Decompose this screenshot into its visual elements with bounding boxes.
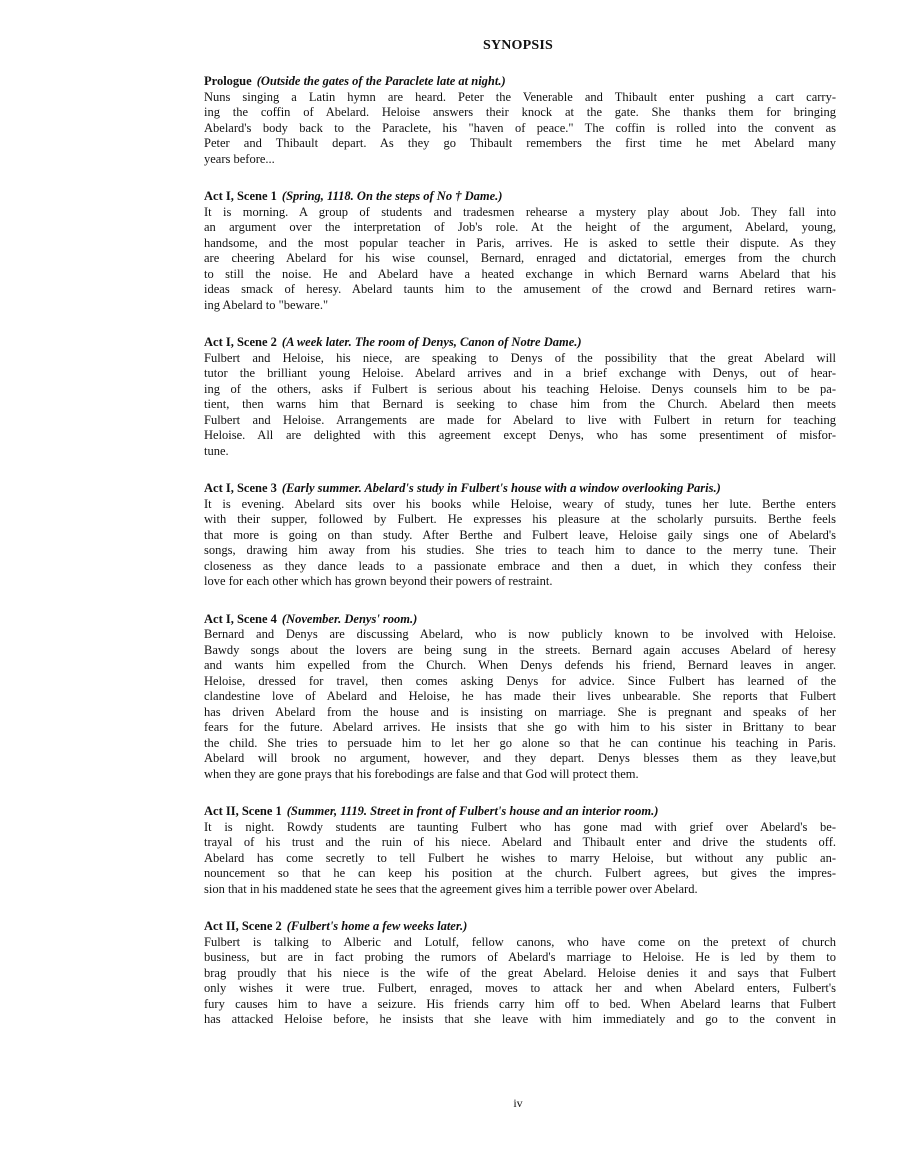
text-line: closeness as they dance leads to a passionate embrace and then a duet, in which they confess their <box>204 558 836 573</box>
section-act1-scene4 <box>204 612 836 783</box>
section-body <box>204 205 836 314</box>
text-line: tune. <box>204 443 229 458</box>
text-line: It is morning. A group of students and tradesmen rehearse a mystery play about Job. They fall into <box>204 204 836 219</box>
section-act1-scene2 <box>204 335 836 459</box>
text-line: Fulbert and Heloise, his niece, are speaking to Denys of the possibility that the great Abelard will <box>204 350 836 365</box>
text-line: to still the noise. He and Abelard have a heated exchange in which Bernard warns Abelard that his <box>204 266 836 281</box>
heading-label: Prologue <box>204 74 252 88</box>
text-line: handsome, and the most popular teacher in Paris, arrives. He is asked to settle their dispute. As they <box>204 235 836 250</box>
text-line: the child. She tries to persuade him to let her go alone so that he can continue his teaching in Paris. <box>204 735 836 750</box>
text-line: ing of the others, asks if Fulbert is serious about his teaching Heloise. Denys counsels him to be pa- <box>204 381 836 396</box>
text-line: Nuns singing a Latin hymn are heard. Peter the Venerable and Thibault enter pushing a cart carry- <box>204 89 836 104</box>
section-heading <box>204 919 836 935</box>
section-heading <box>204 481 836 497</box>
text-line: ing Abelard to "beware." <box>204 297 329 312</box>
heading-setting: (November. Denys' room.) <box>281 611 418 626</box>
text-line: Heloise. All are delighted with this agreement except Denys, who has some presentiment of misfor- <box>204 428 836 442</box>
text-line: that more is going on than study. After Berthe and Fulbert leave, Heloise gaily sings one of Abelard's <box>204 527 836 542</box>
text-line: nouncement so that he can keep his position at the church. Fulbert agrees, but gives the impres- <box>204 866 836 880</box>
text-line: Peter and Thibault depart. As they go Thibault remembers the first time he met Abelard many <box>204 136 836 150</box>
text-line: love for each other which has grown beyond their powers of restraint. <box>204 574 553 588</box>
heading-setting: (Spring, 1118. On the steps of No † Dame.) <box>281 189 503 203</box>
heading-label: Act II, Scene 1 <box>204 804 282 818</box>
section-heading <box>204 804 836 820</box>
synopsis-content <box>204 74 836 1028</box>
heading-label: Act I, Scene 2 <box>204 335 277 349</box>
section-body <box>204 90 836 168</box>
text-line: years before... <box>204 151 275 166</box>
text-line: fears for the future. Abelard arrives. He insists that she go with him to his sister in Brittany to bear <box>204 720 836 734</box>
text-line: It is night. Rowdy students are taunting Fulbert who has gone mad with grief over Abelard's be- <box>204 819 836 834</box>
text-line: when they are gone prays that his forebodings are false and that God will protect them. <box>204 766 639 781</box>
section-act1-scene1 <box>204 189 836 313</box>
text-line: Abelard will brook no argument, however, and they depart. Denys blesses them as they leave,but <box>204 751 836 765</box>
text-line: has driven Abelard from the house and is insisting on marriage. She is pregnant and speaks of her <box>204 704 836 719</box>
section-heading <box>204 189 836 205</box>
text-line: brag proudly that his niece is the wife of the great Abelard. Heloise denies it and says that Fulbert <box>204 965 836 980</box>
page-title: SYNOPSIS <box>482 38 554 53</box>
text-line: Bernard and Denys are discussing Abelard, who is now publicly known to be involved with Heloise. <box>204 627 836 641</box>
heading-label: Act II, Scene 2 <box>204 919 282 933</box>
text-line: has attacked Heloise before, he insists that she leave with him immediately and go to the convent in <box>204 1012 836 1026</box>
text-line: Abelard's body back to the Paraclete, his "haven of peace." The coffin is rolled into the convent as <box>204 120 836 135</box>
section-act1-scene3 <box>204 481 836 590</box>
heading-setting: (Summer, 1119. Street in front of Fulbert's house and an interior room.) <box>286 804 659 818</box>
text-line: ing the coffin of Abelard. Heloise answers their knock at the gate. She thanks them for bringing <box>204 105 836 119</box>
heading-label: Act I, Scene 4 <box>204 611 277 626</box>
section-act2-scene2 <box>204 919 836 1028</box>
heading-label: Act I, Scene 3 <box>204 481 277 495</box>
section-body <box>204 351 836 460</box>
text-line: are cheering Abelard for his wise counsel, Bernard, enraged and dictatorial, emerges from the church <box>204 251 836 265</box>
heading-setting: (Outside the gates of the Paraclete late at night.) <box>256 74 506 88</box>
section-body <box>204 820 836 898</box>
section-act2-scene1 <box>204 804 836 897</box>
section-heading <box>204 612 836 628</box>
heading-setting: (Early summer. Abelard's study in Fulbert's house with a window overlooking Paris.) <box>281 481 721 495</box>
section-heading <box>204 335 836 351</box>
text-line: tutor the brilliant young Heloise. Abelard arrives and in a brief exchange with Denys, out of hear- <box>204 366 836 380</box>
text-line: Bawdy songs about the lovers are being sung in the streets. Bernard again accuses Abelard of heresy <box>204 642 836 657</box>
text-line: Fulbert is talking to Alberic and Lotulf, fellow canons, who have come on the pretext of church <box>204 934 836 949</box>
text-line: Heloise, dressed for travel, then comes asking Denys for advice. Since Fulbert has learned of the <box>204 673 836 688</box>
section-prologue <box>204 74 836 167</box>
text-line: songs, drawing him away from his studies. She tries to teach him to dance to the merry tune. Their <box>204 543 836 557</box>
section-heading <box>204 74 836 90</box>
text-line: with their supper, followed by Fulbert. He expresses his pleasure at the scholarly pursuits. Berthe feels <box>204 512 836 526</box>
heading-setting: (Fulbert's home a few weeks later.) <box>286 919 468 933</box>
text-line: only wishes it were true. Fulbert, enraged, moves to attack her and when Abelard enters, Fulbert's <box>204 981 836 995</box>
section-body <box>204 497 836 590</box>
text-line: fury causes him to have a seizure. His friends carry him off to bed. When Abelard learns that Fulbert <box>204 996 836 1011</box>
text-line: an argument over the interpretation of Job's role. At the height of the argument, Abelard, young, <box>204 220 836 234</box>
text-line: tient, then warns him that Bernard is seeking to chase him from the Church. Abelard then meets <box>204 397 836 411</box>
text-line: and wants him expelled from the Church. When Denys defends his friend, Bernard leaves in anger. <box>204 658 836 672</box>
section-body <box>204 935 836 1028</box>
text-line: Fulbert and Heloise. Arrangements are made for Abelard to live with Fulbert in return for teaching <box>204 412 836 427</box>
section-body <box>204 627 836 782</box>
text-line: clandestine love of Abelard and Heloise, he has made their lives unbearable. She reports that Fulbert <box>204 689 836 703</box>
text-line: sion that in his maddened state he sees that the agreement gives him a terrible power over Abelard. <box>204 881 698 896</box>
text-line: business, but are in fact probing the rumors of Abelard's marriage to Heloise. He is led by them to <box>204 950 836 964</box>
text-line: It is evening. Abelard sits over his books while Heloise, weary of study, tunes her lute. Berthe enters <box>204 496 836 511</box>
heading-label: Act I, Scene 1 <box>204 189 277 203</box>
heading-setting: (A week later. The room of Denys, Canon of Notre Dame.) <box>281 335 582 349</box>
text-line: Abelard has come secretly to tell Fulbert he wishes to marry Heloise, but without any public an- <box>204 850 836 865</box>
text-line: trayal of his trust and the ruin of his niece. Abelard and Thibault enter and drive the students off. <box>204 835 836 849</box>
text-line: ideas smack of heresy. Abelard taunts him to the amusement of the crowd and Bernard retires warn- <box>204 282 836 296</box>
page-number: iv <box>513 1096 523 1110</box>
